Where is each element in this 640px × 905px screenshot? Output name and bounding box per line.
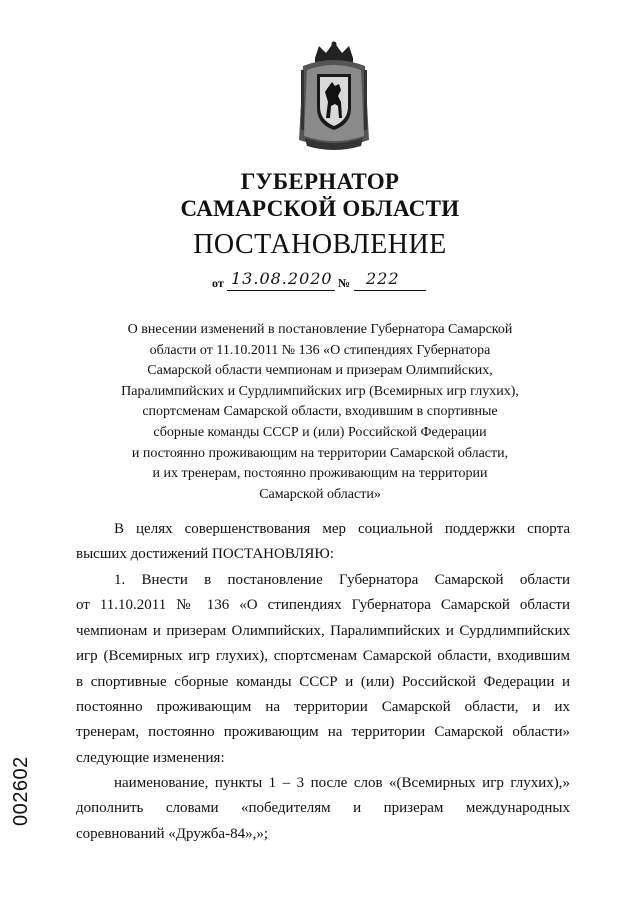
date-number-line: [212, 269, 442, 296]
handwritten-date: 13.08.2020: [231, 269, 333, 288]
paragraph-line: тренерам, постоянно проживающим на территории Самарской области»: [76, 724, 570, 741]
issuing-authority-line-2: САМАРСКОЙ ОБЛАСТИ: [180, 196, 460, 221]
paragraph-line: от 11.10.2011 № 136 «О стипендиях Губернатора Самарской области: [76, 597, 570, 614]
paragraph-line: высших достижений ПОСТАНОВЛЯЮ:: [76, 546, 335, 563]
paragraph-line: следующие изменения:: [76, 749, 225, 766]
subject-line: и постоянно проживающим на территории Самарской области,: [131, 445, 509, 461]
date-prefix: от: [212, 276, 224, 290]
issuing-authority-line-1: ГУБЕРНАТОР: [240, 169, 400, 194]
amendment-paragraph: [76, 771, 570, 847]
preamble-paragraph: [76, 517, 570, 568]
paragraph-line: В целях совершенствования мер социальной поддержки спорта: [114, 521, 570, 537]
margin-registration-number: 002602: [10, 756, 32, 826]
subject-line: Паралимпийских и Сурдлимпийских игр (Всемирных игр глухих),: [121, 383, 519, 399]
coat-of-arms-emblem: [295, 40, 373, 152]
subject-line: Самарской области»: [259, 486, 381, 502]
paragraph-line: соревнований «Дружба-84»,»;: [76, 825, 269, 842]
clause-1-paragraph: [76, 568, 570, 771]
date-field: [227, 270, 335, 291]
number-field: [354, 270, 426, 291]
subject-line: О внесении изменений в постановление Губернатора Самарской: [127, 322, 513, 337]
document-type-title: ПОСТАНОВЛЕНИЕ: [193, 229, 447, 260]
subject-line: области от 11.10.2011 № 136 «О стипендиях Губернатора: [149, 342, 491, 358]
paragraph-line: в спортивные сборные команды СССР и (или) Российской Федерации и: [76, 673, 570, 690]
paragraph-line: 1. Внести в постановление Губернатора Самарской области: [114, 572, 570, 588]
handwritten-number: 222: [366, 269, 400, 288]
paragraph-line: постоянно проживающим на территории Самарской области, и их: [76, 699, 570, 716]
subject-line: и их тренерам, постоянно проживающим на территории: [152, 466, 488, 482]
paragraph-line: наименование, пункты 1 – 3 после слов «(Всемирных игр глухих),»: [114, 775, 570, 791]
subject-line: спортсменам Самарской области, входившим в спортивные: [142, 404, 498, 420]
document-subject: [80, 320, 560, 505]
paragraph-line: чемпионам и призерам Олимпийских, Паралимпийских и Сурдлимпийских: [76, 622, 570, 639]
paragraph-line: игр (Всемирных игр глухих), спортсменам Самарской области, входившим: [76, 648, 570, 665]
subject-line: сборные команды СССР и (или) Российской Федерации: [153, 424, 487, 440]
number-prefix: №: [338, 276, 351, 290]
paragraph-line: дополнить словами «победителям и призерам международных: [76, 800, 570, 817]
subject-line: Самарской области чемпионам и призерам Олимпийских,: [147, 363, 493, 379]
